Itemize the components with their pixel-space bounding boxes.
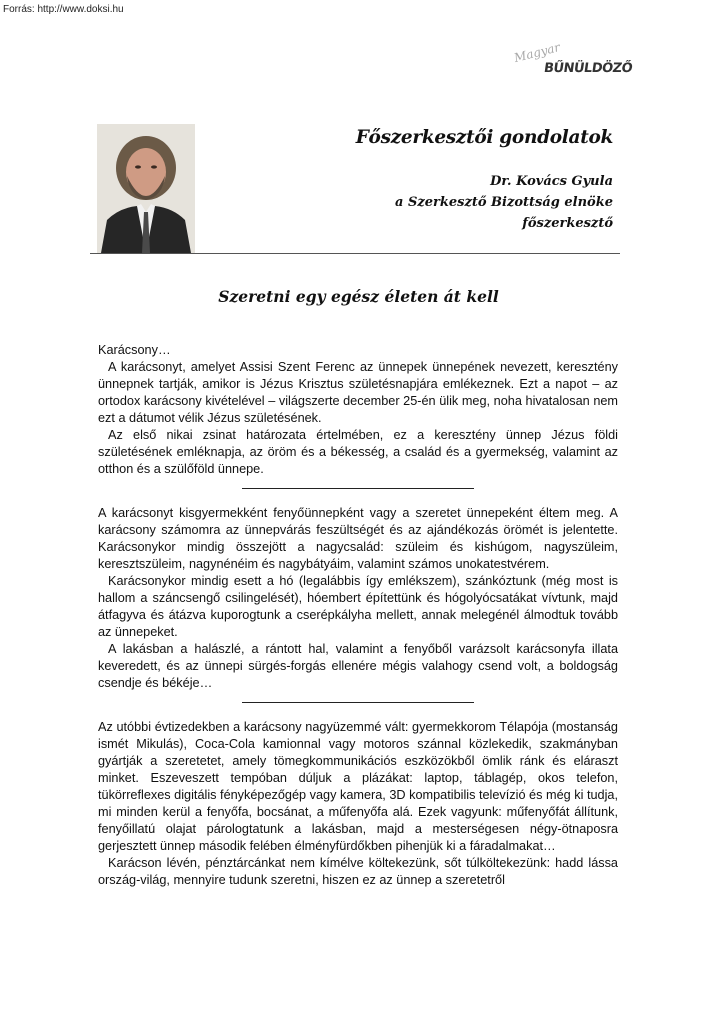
author-role-chair: a Szerkesztő Bizottság elnöke (395, 195, 613, 210)
paragraph: A karácsonyt kisgyermekként fenyőünnepként vagy a szeretet ünnepeként éltem meg. A karácsony számomra az ünnepvárás feszültségét és az ajándékozás örömét is jelentette. Karácsonykor mindig összejött a nagycsalád: szüleim és kishúgom, nagyszüleim, keresztszüleim, nagynénéim és nagybátyáim, valamint számos unokatestvérem. (98, 506, 618, 571)
logo-small-text: Magyar (512, 40, 562, 65)
article-body (98, 342, 618, 889)
header-divider (90, 253, 620, 254)
section-separator (242, 479, 474, 489)
paragraph: A lakásban a halászlé, a rántott hal, valamint a fenyőből varázsolt karácsonyfa illata keveredett, és az ünnepi sürgés-forgás ellenére mégis valahogy csend volt, a boldogság csendje és békéje… (98, 642, 618, 690)
paragraph: Karácsonykor mindig esett a hó (legalábbis így emlékszem), szánkóztunk (még most is hallom a száncsengő csilingelését), hóembert építettünk és hógolyócsatákat vívtunk, majd átfagyva és átázva kuporogtunk a cserépkályha mellett, annak melegénél álmodtuk tovább az ünnepeket. (98, 574, 618, 639)
source-url: Forrás: http://www.doksi.hu (3, 4, 124, 15)
section-title: Főszerkesztői gondolatok (355, 127, 613, 148)
paragraph: Az első nikai zsinat határozata értelmében, ez a keresztény ünnep Jézus földi születésének emléknapja, az öröm és a békesség, a család és a gyermekség, valamint az otthon és a szülőföld ünnepe. (98, 428, 618, 476)
author-role-editor: főszerkesztő (522, 216, 613, 231)
article-title: Szeretni egy egész életen át kell (218, 287, 499, 306)
author-block (395, 171, 613, 234)
paragraph: Karácsony… (98, 343, 171, 357)
author-name: Dr. Kovács Gyula (490, 174, 613, 189)
magazine-logo (512, 40, 634, 83)
logo-main-text: BŰNÜLDÖZŐ (542, 61, 634, 76)
paragraph: A karácsonyt, amelyet Assisi Szent Ferenc az ünnepek ünnepének nevezett, keresztény ünnepnek tartják, amikor is Jézus Krisztus születésnapjára emlékeznek. Ezt a napot – az ortodox karácsony kivételével – világszerte december 25-én ülik meg, noha hivatalosan nem ezt a dátumot vélik Jézus születésének. (98, 360, 618, 425)
section-separator (242, 693, 474, 703)
paragraph: Karácson lévén, pénztárcánkat nem kímélve költekezünk, sőt túlköltekezünk: hadd lássa ország-világ, mennyire tudunk szeretni, hiszen ez az ünnep a szeretetről (98, 856, 618, 887)
paragraph: Az utóbbi évtizedekben a karácsony nagyüzemmé vált: gyermekkorom Télapója (mostanság ismét Mikulás), Coca-Cola kamionnal vagy motoros szánnal közlekedik, szakmányban gyártják a szeretetet, amely tömegkommunikációs eszközökből ömlik ránk és eláraszt minket. Eszeveszett tempóban dúljuk a plázákat: laptop, táblagép, okos telefon, tükörreflexes digitális fényképezőgép vagy kamera, 3D kompatibilis televízió és még ki tudja, mi minden kerül a fenyőfa, bocsánat, a műfenyőfa alá. Ezek vagyunk: műfenyőfát állítunk, fenyőillatú olajat párologtatunk a lakásban, majd a mesterségesen négy-ötnaposra gerjesztett ünnep második felében élményfürdőkben pihenjük ki a fáradalmakat… (98, 720, 618, 853)
portrait-illustration (97, 124, 195, 253)
author-photo (97, 124, 195, 253)
